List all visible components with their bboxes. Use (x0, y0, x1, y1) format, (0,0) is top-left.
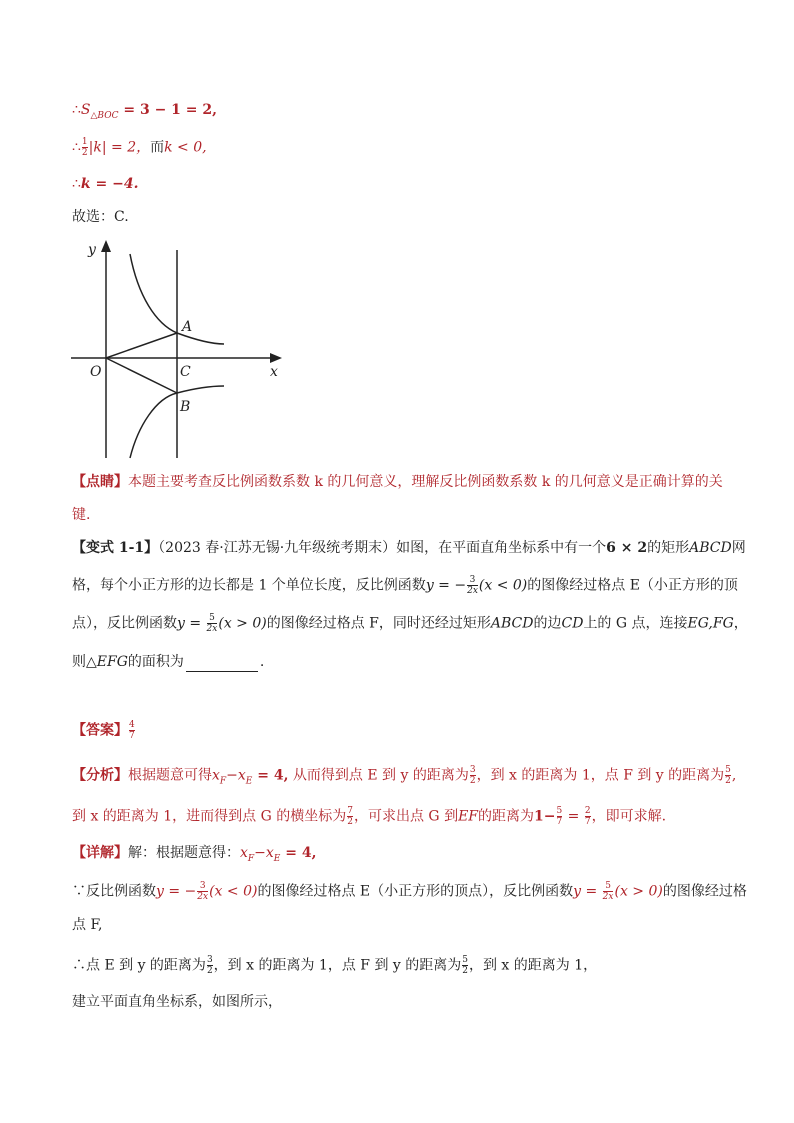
solution-line-3 (72, 174, 138, 194)
frac-den: 7 (584, 817, 591, 827)
fraction (585, 806, 591, 827)
func2-y: y = (573, 883, 602, 900)
rect-name: ABCD (490, 615, 534, 632)
fraction (207, 955, 213, 976)
detail-text: ∴点 E 到 y 的距离为 (72, 957, 206, 974)
variant-text: 点），反比例函数 (72, 615, 177, 632)
detail-line-4 (72, 955, 597, 976)
dianjing-line-1 (72, 472, 723, 492)
variant-line-1 (72, 538, 746, 558)
variant-line-3 (72, 613, 748, 634)
expr: = (563, 808, 584, 825)
detail-text: 的图像经过格 (662, 883, 747, 900)
variant-text: 的矩形 (647, 540, 690, 556)
frac-num: 2 (584, 806, 591, 816)
detail-line-5 (72, 992, 282, 1012)
subscript: E (273, 853, 281, 864)
solution-line-1 (72, 100, 217, 126)
k-value: k = −4. (80, 176, 139, 192)
variant-text: 格，每个小正方形的边长都是 1 个单位长度，反比例函数 (72, 577, 426, 594)
frac-num: 7 (347, 806, 353, 816)
variant-source: （2023 春·江苏无锡·九年级统考期末）如图，在平面直角坐标系中有一个 (158, 540, 607, 556)
analysis-text: , (731, 767, 737, 784)
variant-text: 的面积为 (127, 654, 184, 670)
func2-fraction (207, 613, 218, 634)
frac-den: 7 (556, 817, 563, 827)
frac-den: 2 (81, 148, 88, 158)
variant-text: ， (733, 615, 748, 632)
func1-fraction (467, 575, 478, 596)
detail-text: 的图像经过格点 E（小正方形的顶点），反比例函数 (257, 883, 574, 900)
detail-text: 解：根据题意得： (128, 845, 240, 861)
coordinate-figure (66, 236, 292, 462)
func2-cond: (x > 0) (218, 615, 267, 632)
k-condition: k < 0, (164, 139, 207, 156)
equation: = 4, (280, 845, 317, 861)
analysis-line-1 (72, 765, 736, 791)
frac-num: 3 (199, 881, 206, 891)
area-equation: = 3 − 1 = 2, (118, 102, 218, 118)
frac-den: 2 (347, 817, 353, 827)
func1-y: y = − (156, 883, 197, 900)
detail-text: 点 F, (72, 917, 103, 933)
frac-num: 1 (81, 137, 88, 147)
variant-text: 的图像经过格点 F，同时还经过矩形 (266, 615, 491, 632)
side-name: CD (561, 615, 584, 632)
variant-line-2 (72, 575, 738, 596)
solution-line-2 (72, 137, 207, 158)
frac-den: 2 (469, 776, 476, 786)
label-c: C (180, 364, 191, 380)
frac-den: 2 (206, 966, 213, 976)
detail-text: ，到 x 的距离为 1，点 F 到 y 的距离为 (213, 957, 462, 974)
frac-num: 5 (605, 881, 611, 891)
segment-ob (106, 358, 177, 393)
variant-tag: 【变式 1-1】 (72, 540, 159, 556)
func2-fraction (603, 881, 614, 902)
variant-text: 网 (731, 540, 746, 556)
detail-text: 建立平面直角坐标系，如图所示， (72, 994, 282, 1010)
answer-fraction (129, 720, 135, 741)
variant-text: 的图像经过格点 E（小正方形的顶 (527, 577, 738, 594)
analysis-text: 到 x 的距离为 1，进而得到点 G 的横坐标为 (72, 808, 347, 825)
var: x (212, 767, 220, 784)
func1-y: y = − (425, 577, 467, 594)
equation: = 4, (252, 767, 289, 784)
dianjing-text-2: 键. (72, 507, 91, 523)
subscript: F (219, 776, 227, 787)
var: x (240, 845, 248, 861)
therefore-symbol: ∴ (72, 139, 81, 156)
x-axis-arrow (270, 353, 282, 363)
abs-k-equation: |k| = 2， (88, 139, 151, 156)
segments: EG,FG (687, 615, 734, 632)
fraction (462, 955, 468, 976)
frac-den: 2 (725, 776, 731, 786)
frac-den: 2x (197, 892, 209, 902)
expr: 1− (534, 808, 556, 825)
var: −x (226, 767, 246, 784)
area-subscript: △BOC (90, 110, 119, 121)
var: −x (254, 845, 274, 861)
fraction (470, 765, 476, 786)
variant-text: 上的 G 点，连接 (583, 615, 688, 632)
label-x: x (270, 364, 278, 380)
fraction (725, 765, 731, 786)
fraction (557, 806, 563, 827)
variant-text: 则 (72, 654, 86, 670)
frac-num: 5 (725, 765, 731, 775)
fraction (347, 806, 353, 827)
analysis-text: ，到 x 的距离为 1，点 F 到 y 的距离为 (476, 767, 725, 784)
frac-den: 2x (206, 624, 218, 634)
answer-tag: 【答案】 (72, 722, 128, 739)
subscript: F (247, 853, 255, 864)
variant-line-4 (72, 652, 264, 672)
dianjing-text: 本题主要考查反比例函数系数 k 的几何意义，理解反比例函数系数 k 的几何意义是正确计算的关 (128, 474, 723, 490)
dianjing-tag: 【点睛】 (72, 474, 128, 490)
analysis-text: 的距离为 (478, 808, 535, 825)
choice-text: 故选：C. (72, 209, 129, 225)
func2-cond: (x > 0) (614, 883, 663, 900)
analysis-text: ，即可求解. (591, 808, 667, 825)
triangle-name: △EFG (86, 654, 128, 670)
therefore-symbol: ∴ (72, 176, 81, 192)
detail-line-2 (72, 881, 747, 902)
frac-num: 3 (469, 575, 476, 585)
answer-line (72, 720, 136, 741)
frac-den: 2x (602, 892, 614, 902)
area-symbol: S (80, 102, 91, 118)
subscript: E (245, 776, 253, 787)
grid-dims: 6 × 2 (606, 540, 648, 556)
rect-name: ABCD (689, 540, 732, 556)
func1-cond: (x < 0) (209, 883, 258, 900)
therefore-symbol: ∴ (72, 102, 81, 118)
detail-line-1 (72, 843, 316, 869)
dianjing-line-2 (72, 505, 90, 525)
analysis-tag: 【分析】 (72, 767, 128, 784)
detail-tag: 【详解】 (72, 845, 128, 861)
label-a: A (182, 319, 193, 335)
conjunction-text: 而 (150, 139, 165, 156)
func1-cond: (x < 0) (478, 577, 528, 594)
segment-name: EF (458, 808, 479, 825)
variant-text: . (259, 654, 265, 670)
frac-num: 3 (206, 955, 213, 965)
label-b: B (180, 399, 191, 415)
fraction-half (82, 137, 88, 158)
answer-blank (186, 657, 258, 672)
analysis-line-2 (72, 806, 666, 827)
y-axis-arrow (101, 240, 111, 252)
analysis-text: 从而得到点 E 到 y 的距离为 (288, 767, 469, 784)
frac-num: 5 (556, 806, 563, 816)
detail-text: ∵反比例函数 (72, 883, 156, 900)
func1-fraction (197, 881, 208, 902)
frac-num: 4 (129, 720, 135, 730)
frac-num: 3 (469, 765, 476, 775)
choice-line (72, 207, 129, 227)
frac-den: 2x (467, 586, 478, 596)
analysis-text: ，可求出点 G 到 (353, 808, 459, 825)
frac-den: 7 (129, 731, 135, 741)
detail-text: ，到 x 的距离为 1， (468, 957, 598, 974)
frac-den: 2 (462, 966, 468, 976)
func2-y: y = (177, 615, 206, 632)
variant-text: 的边 (533, 615, 562, 632)
frac-num: 5 (462, 955, 468, 965)
detail-line-3 (72, 915, 102, 935)
analysis-text: 根据题意可得 (128, 767, 212, 784)
label-o: O (90, 364, 102, 380)
label-y: y (88, 242, 96, 258)
frac-num: 5 (209, 613, 215, 623)
segment-oa (106, 333, 177, 358)
